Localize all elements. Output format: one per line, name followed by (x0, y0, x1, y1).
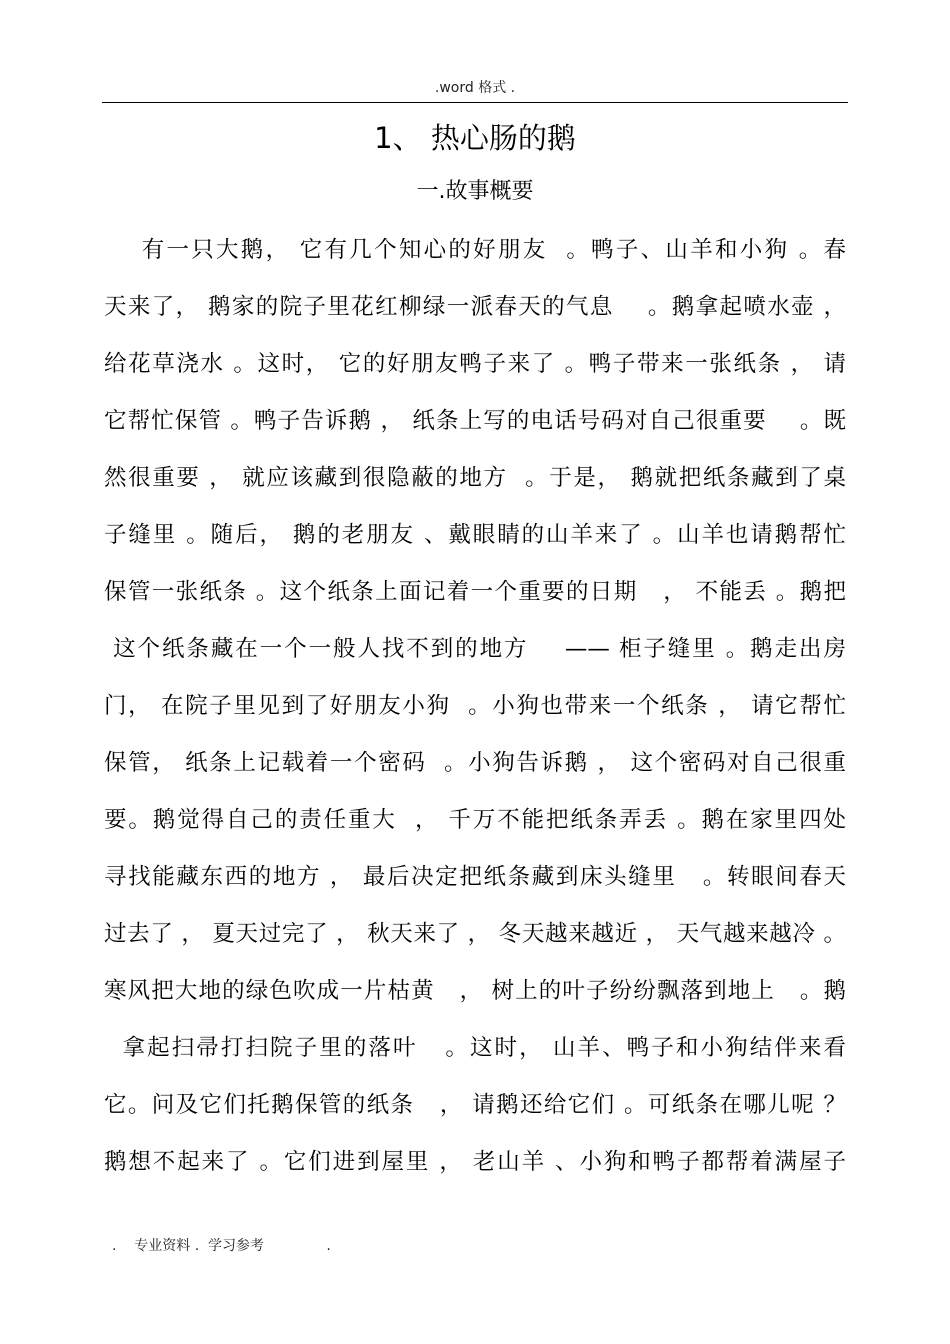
paragraph-line: 门， 在院子里见到了好朋友小狗 。小狗也带来一个纸条 ， 请它帮忙 (104, 693, 846, 719)
paragraph-line: 有一只大鹅， 它有几个知心的好朋友 。鸭子、山羊和小狗 。春 (104, 237, 846, 263)
document-title: 1、 热心肠的鹅 (374, 121, 576, 155)
paragraph-line: 然很重要 ， 就应该藏到很隐蔽的地方 。于是， 鹅就把纸条藏到了桌 (104, 465, 846, 491)
story-paragraph (104, 230, 846, 1199)
paragraph-line: 鹅想不起来了 。它们进到屋里 ， 老山羊 、小狗和鸭子都帮着满屋子 (104, 1149, 846, 1175)
page-header: .word 格式 . (434, 80, 516, 96)
paragraph-line: 保管一张纸条 。这个纸条上面记着一个重要的日期 ， 不能丢 。鹅把 (104, 579, 846, 605)
paragraph-line: 天来了， 鹅家的院子里花红柳绿一派春天的气息 。鹅拿起喷水壶 ， (104, 294, 846, 320)
page-footer: . 专业资料 . 学习参考 . (112, 1238, 331, 1254)
paragraph-line: 寒风把大地的绿色吹成一片枯黄 ， 树上的叶子纷纷飘落到地上 。鹅 (104, 978, 846, 1004)
paragraph-line: 子缝里 。随后， 鹅的老朋友 、戴眼睛的山羊来了 。山羊也请鹅帮忙 (104, 522, 846, 548)
paragraph-line: 给花草浇水 。这时， 它的好朋友鸭子来了 。鸭子带来一张纸条 ， 请 (104, 351, 846, 377)
paragraph-line: 拿起扫帚打扫院子里的落叶 。这时， 山羊、鸭子和小狗结伴来看 (104, 1035, 846, 1061)
paragraph-line: 要。鹅觉得自己的责任重大 ， 千万不能把纸条弄丢 。鹅在家里四处 (104, 807, 846, 833)
paragraph-line: 这个纸条藏在一个一般人找不到的地方 —— 柜子缝里 。鹅走出房 (104, 636, 846, 662)
header-divider (102, 102, 848, 103)
section-heading: 一.故事概要 (416, 179, 534, 204)
paragraph-line: 它帮忙保管 。鸭子告诉鹅 ， 纸条上写的电话号码对自己很重要 。既 (104, 408, 846, 434)
paragraph-line: 它。问及它们托鹅保管的纸条 ， 请鹅还给它们 。可纸条在哪儿呢 ？ (104, 1092, 846, 1118)
paragraph-line: 过去了 ， 夏天过完了 ， 秋天来了 ， 冬天越来越近 ， 天气越来越冷 。 (104, 921, 846, 947)
paragraph-line: 寻找能藏东西的地方 ， 最后决定把纸条藏到床头缝里 。转眼间春天 (104, 864, 846, 890)
paragraph-line: 保管， 纸条上记载着一个密码 。小狗告诉鹅 ， 这个密码对自己很重 (104, 750, 846, 776)
